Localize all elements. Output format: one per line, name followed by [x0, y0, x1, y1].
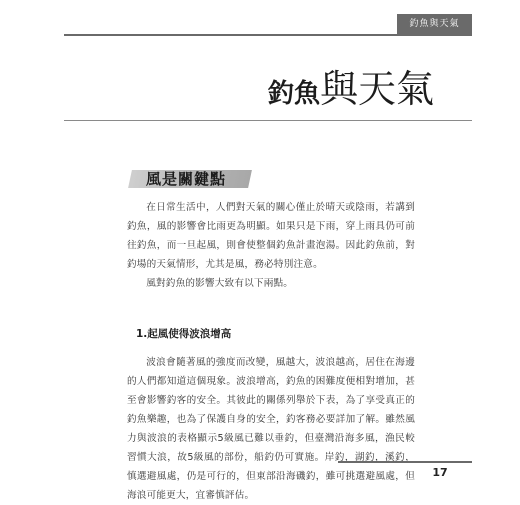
header-chapter-tab: 釣魚與天氣 — [397, 14, 472, 34]
intro-paragraph — [127, 198, 415, 274]
title-part-small: 釣魚 — [268, 79, 321, 109]
title-part-big: 與天氣 — [320, 67, 435, 111]
waves-paragraph — [127, 353, 415, 505]
summary-paragraph — [127, 274, 415, 293]
running-header — [64, 14, 472, 36]
title-divider — [64, 120, 472, 121]
page-title — [268, 58, 468, 111]
paragraph-text: 波浪會隨著風的強度而改變，風越大，波浪越高，居住在海邊的人們都知道這個現象。波浪增高，釣魚的困難度便相對增加，甚至會影響釣客的安全。其彼此的關係列舉於下表，為了享受真正的釣魚樂趣，也為了保護自身的安全，釣客務必要詳加了解。雖然風力與波浪的表格顯示5級風已難以垂釣，但臺灣沿海多風，漁民較習慣大浪，故5級風的部份，船釣仍可實施。岸釣，湖釣，溪釣，慎選避風處，仍是可行的，但東部沿海磯釣，雖可挑選避風處，但海浪可能更大，宜審慎評估。 — [127, 357, 415, 501]
footer-divider — [338, 461, 472, 463]
section-heading — [130, 166, 252, 190]
subsection-heading: 1.起風使得波浪增高 — [136, 328, 232, 340]
paragraph-text: 在日常生活中，人們對天氣的關心僅止於晴天或陰雨，若講到釣魚，風的影響會比雨更為明顯。如果只是下雨，穿上雨具仍可前往釣魚，而一旦起風，則會使整個釣魚計畫泡湯。因此釣魚前，對釣場的天氣情形，尤其是風，務必特別注意。 — [127, 202, 415, 270]
page-number: 17 — [432, 466, 448, 479]
section-heading-text: 風是關鍵點 — [146, 170, 227, 188]
paragraph-text: 風對釣魚的影響大致有以下兩點。 — [146, 278, 294, 289]
